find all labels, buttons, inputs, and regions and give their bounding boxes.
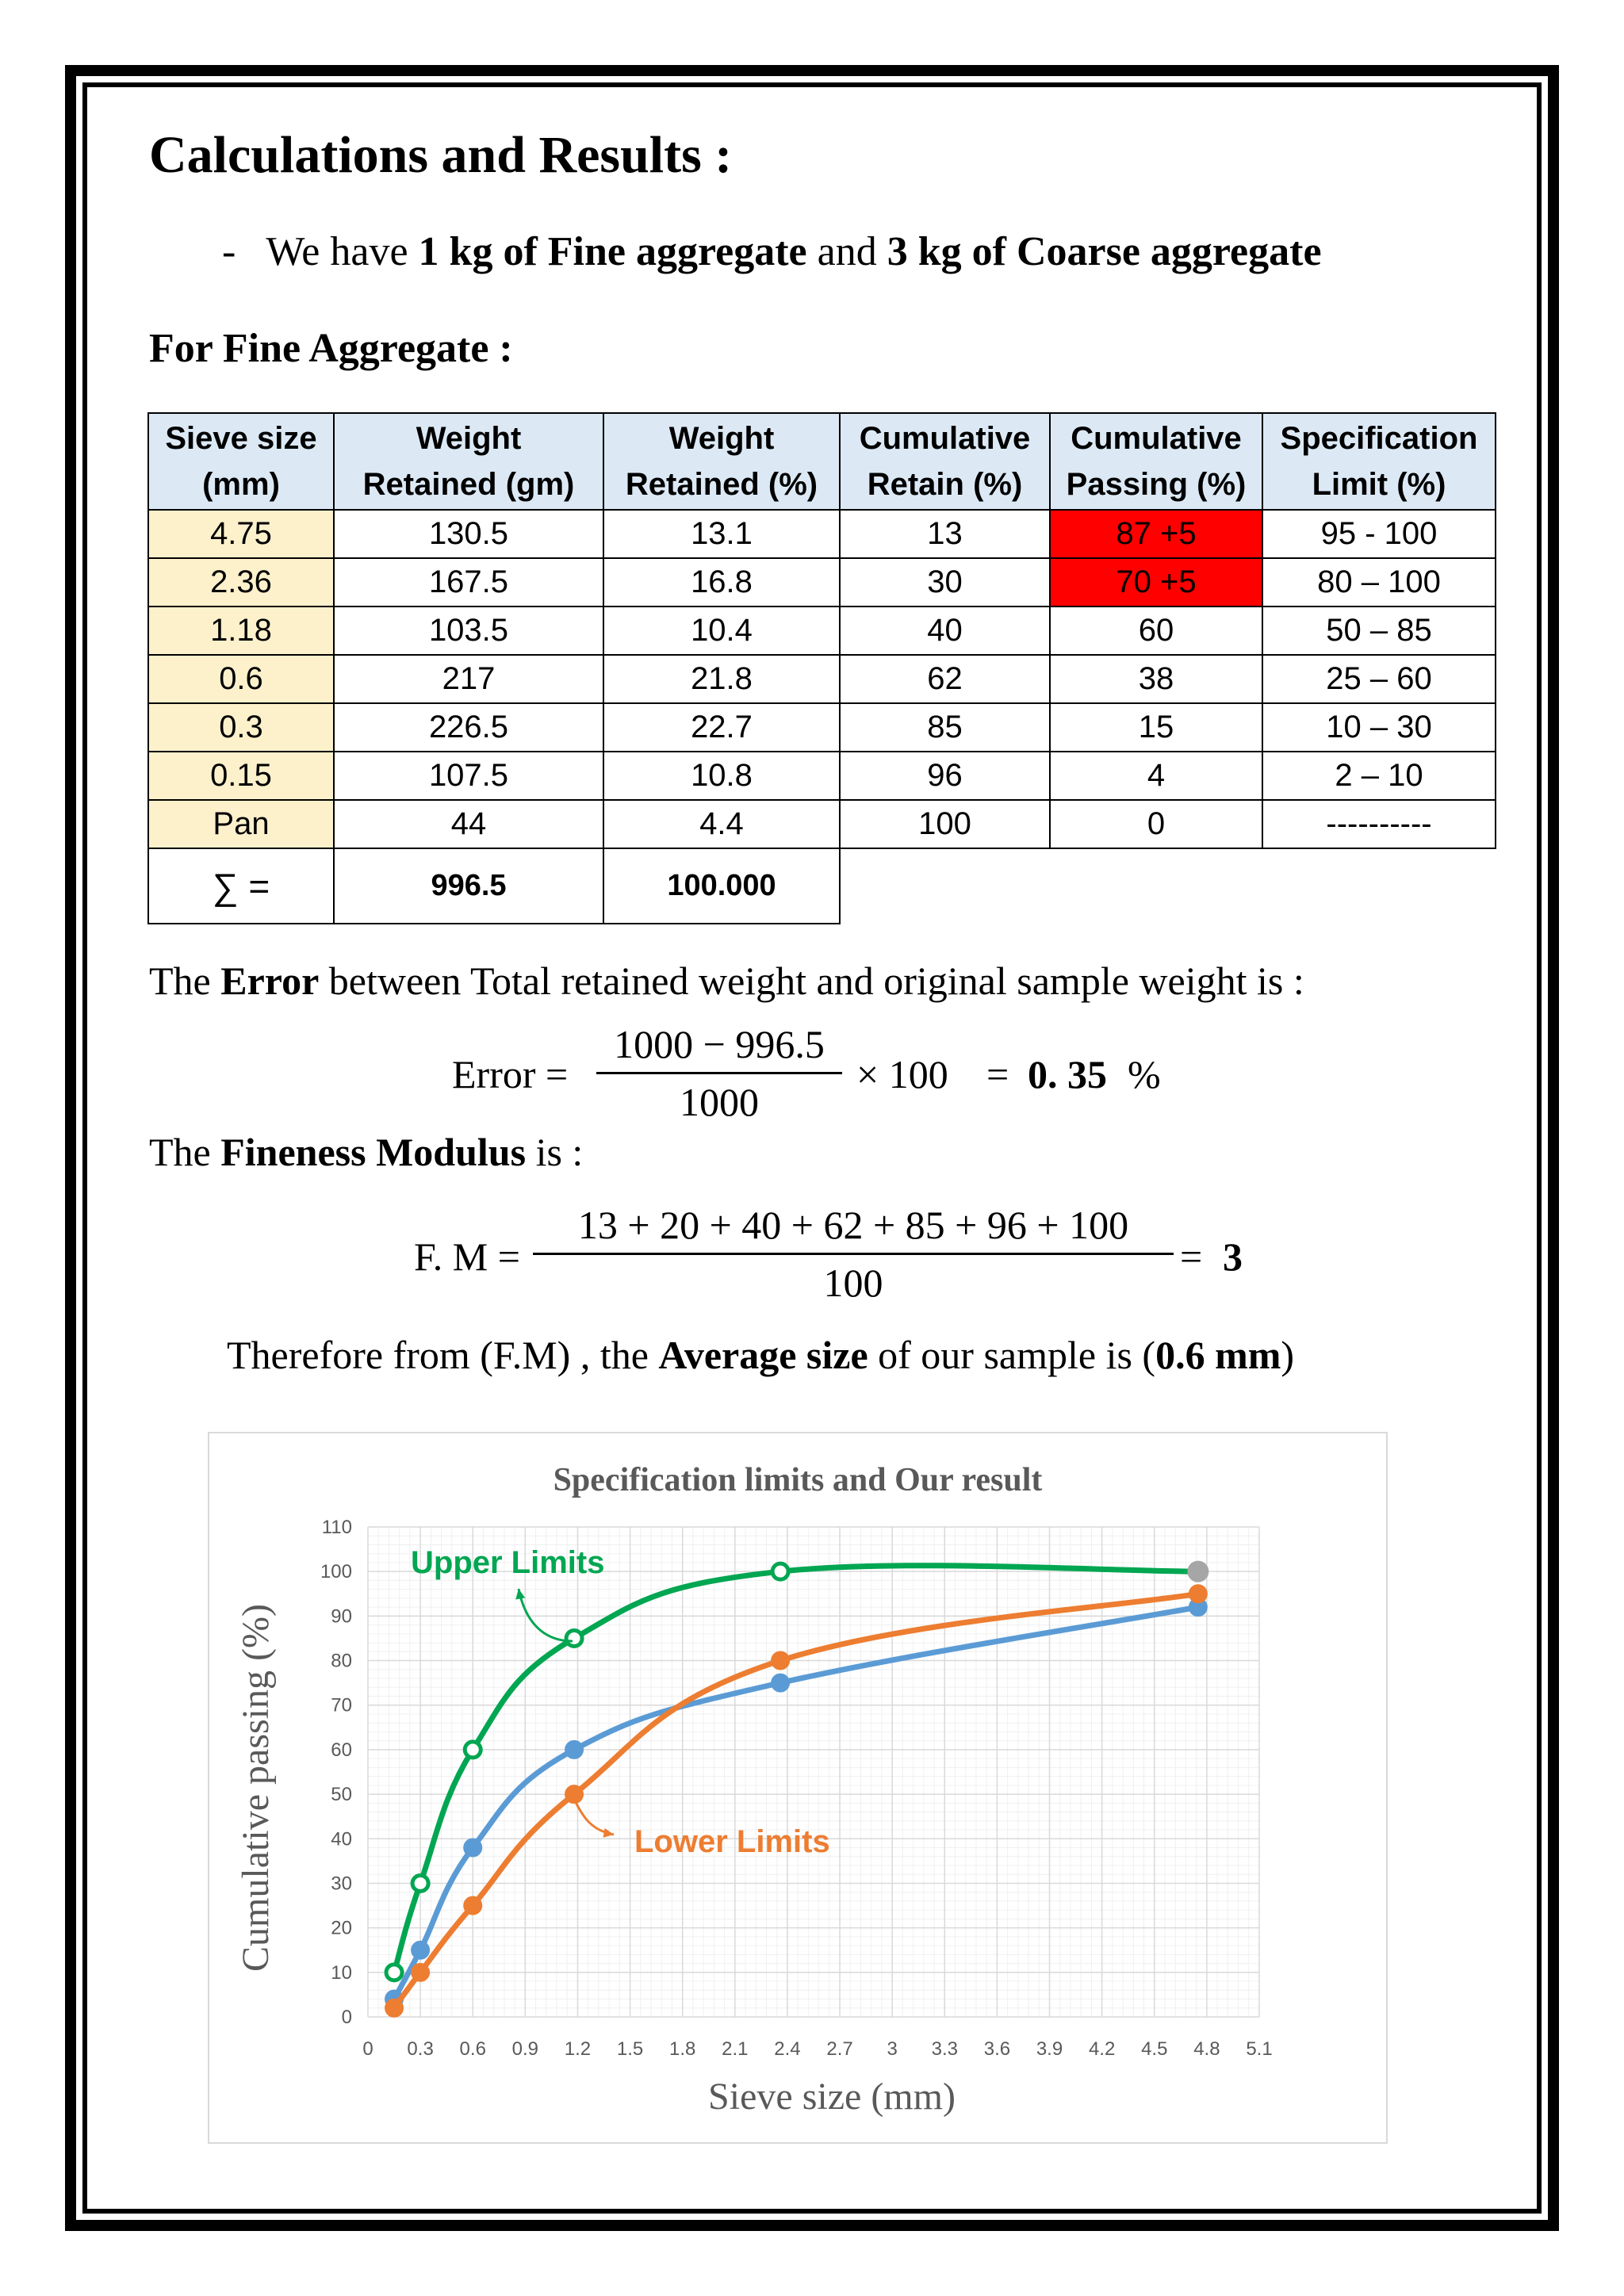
table-row [148,800,1496,848]
cell-weight-gm: 217 [334,655,603,703]
chart-series [385,1563,1207,2017]
table-row [148,607,1496,655]
y-tick-label: 10 [331,1961,352,1984]
x-tick-label: 4.2 [1088,2038,1116,2060]
x-tick-label: 3 [887,2038,898,2060]
y-tick-label: 70 [331,1694,352,1716]
x-tick-label: 3.3 [931,2038,958,2060]
chart-title: Specification limits and Our result [553,1462,1043,1498]
cell-sieve-size: 0.6 [148,655,334,703]
cell-weight-pct: 16.8 [603,558,840,607]
y-tick-label: 30 [331,1873,352,1895]
y-tick-label: 20 [331,1917,352,1939]
cell-spec-limit: 25 – 60 [1262,655,1496,703]
data-point [412,1875,428,1891]
fraction-bar [533,1253,1174,1255]
cell-cum-passing: 60 [1050,607,1262,655]
cell-cum-retain: 100 [840,800,1050,848]
x-tick-label: 0.9 [511,2038,539,2060]
cell-spec-limit: 50 – 85 [1262,607,1496,655]
data-point [566,1630,582,1646]
coarse-qty: 3 kg [887,229,962,274]
data-point [464,1839,481,1857]
cell-cum-retain: 40 [840,607,1050,655]
x-tick-label: 0.6 [459,2038,486,2060]
cell-cum-retain: 30 [840,558,1050,607]
fm-fraction [533,1202,1174,1306]
data-point [1189,1585,1207,1602]
cell-weight-gm: 103.5 [334,607,603,655]
data-point [464,1897,481,1915]
header-sieve-size: Sieve size (mm) [148,413,334,510]
cell-cum-passing: 87 +5 [1050,510,1262,558]
fine-label: of Fine aggregate [503,229,807,274]
cell-sieve-size: 4.75 [148,510,334,558]
fm-result: 3 [1223,1234,1243,1279]
error-result: 0. 35 [1028,1052,1107,1096]
y-tick-label: 80 [331,1650,352,1672]
y-tick-label: 100 [320,1561,352,1583]
x-tick-label: 2.4 [774,2038,801,2060]
empty-cell [1262,848,1496,924]
sieve-chart [208,1432,1388,2144]
page-title: Calculations and Results : [149,126,733,184]
table-row [148,510,1496,558]
error-fraction [596,1021,842,1125]
error-denominator: 1000 [680,1080,759,1124]
data-point [772,1652,789,1670]
error-unit: % [1128,1052,1161,1096]
data-point [772,1563,788,1579]
data-point [386,1965,402,1980]
error-intro-text: The Error between Total retained weight and original sample weight is : [149,959,1304,1003]
data-point [385,1999,403,2017]
cell-weight-pct: 21.8 [603,655,840,703]
data-point [465,1742,481,1758]
data-point [565,1741,583,1758]
intro-text: We have [266,229,408,274]
sum-weight: 996.5 [334,848,603,924]
cell-cum-passing: 4 [1050,752,1262,800]
intro-line [222,228,1322,275]
cell-weight-gm: 44 [334,800,603,848]
fine-qty: 1 kg [418,229,493,274]
cell-cum-passing: 15 [1050,703,1262,752]
cell-cum-retain: 13 [840,510,1050,558]
chart-labels [235,1462,1042,2118]
empty-cell [840,848,1050,924]
bullet-dash: - [222,229,236,274]
header-cumulative-passing: Cumulative Passing (%) [1050,413,1262,510]
x-tick-label: 3.6 [983,2038,1011,2060]
x-tick-label: 1.2 [564,2038,592,2060]
header-weight-retained-gm: Weight Retained (gm) [334,413,603,510]
data-point [412,1942,429,1959]
x-tick-label: 1.8 [669,2038,696,2060]
fineness-intro-text: The Fineness Modulus is : [149,1130,584,1174]
cell-sieve-size: 0.15 [148,752,334,800]
x-tick-label: 1.5 [616,2038,644,2060]
upper-arrow-line [519,1589,573,1641]
header-weight-retained-pct: Weight Retained (%) [603,413,840,510]
sum-percent: 100.000 [603,848,840,924]
cell-sieve-size: 2.36 [148,558,334,607]
table-row [148,752,1496,800]
error-equals: = [986,1052,1009,1096]
y-tick-label: 90 [331,1605,352,1628]
cell-spec-limit: 95 - 100 [1262,510,1496,558]
cell-weight-gm: 167.5 [334,558,603,607]
cell-cum-passing: 70 +5 [1050,558,1262,607]
x-tick-label: 2.1 [722,2038,749,2060]
sum-label: ∑ = [148,848,334,924]
error-multiplier: × 100 [856,1052,948,1096]
cell-cum-passing: 38 [1050,655,1262,703]
fm-denominator: 100 [823,1261,883,1305]
cell-cum-passing: 0 [1050,800,1262,848]
empty-cell [1050,848,1262,924]
intro-and: and [817,229,877,274]
cell-cum-retain: 85 [840,703,1050,752]
table-row [148,655,1496,703]
fm-lhs: F. M = [414,1234,520,1279]
y-tick-label: 110 [321,1517,352,1538]
cell-spec-limit: 80 – 100 [1262,558,1496,607]
cell-sieve-size: Pan [148,800,334,848]
average-size-text: Therefore from (F.M) , the Average size of our sample is (0.6 mm) [227,1333,1295,1377]
fine-aggregate-heading: For Fine Aggregate : [149,326,513,371]
fm-equals: = [1180,1234,1203,1279]
y-tick-label: 0 [341,2007,352,2028]
cell-spec-limit: 2 – 10 [1262,752,1496,800]
cell-weight-pct: 10.4 [603,607,840,655]
x-tick-label: 0.3 [407,2038,434,2060]
table-header-row [148,413,1496,510]
header-cumulative-retain: Cumulative Retain (%) [840,413,1050,510]
table-sum-row [148,848,1496,924]
sieve-analysis-table [147,412,1496,924]
cell-weight-pct: 13.1 [603,510,840,558]
cell-sieve-size: 1.18 [148,607,334,655]
x-tick-label: 4.8 [1193,2038,1220,2060]
cell-weight-gm: 107.5 [334,752,603,800]
x-axis-label: Sieve size (mm) [708,2076,956,2118]
data-point [1189,1563,1207,1580]
y-tick-label: 40 [331,1828,352,1850]
data-point [412,1964,429,1981]
cell-weight-pct: 4.4 [603,800,840,848]
error-lhs: Error = [452,1052,569,1096]
coarse-label: of Coarse aggregate [971,229,1322,274]
fm-numerator: 13 + 20 + 40 + 62 + 85 + 96 + 100 [577,1203,1129,1247]
x-tick-label: 5.1 [1246,2038,1273,2060]
lower-limits-annotation: Lower Limits [634,1824,830,1859]
data-point [772,1674,789,1692]
upper-limits-annotation: Upper Limits [411,1545,605,1580]
fraction-bar [596,1072,842,1074]
x-tick-label: 2.7 [826,2038,853,2060]
cell-spec-limit: ---------- [1262,800,1496,848]
cell-weight-pct: 10.8 [603,752,840,800]
cell-weight-gm: 130.5 [334,510,603,558]
error-numerator: 1000 − 996.5 [614,1022,825,1066]
chart-svg [209,1433,1386,2142]
y-axis-label: Cumulative passing (%) [235,1604,277,1972]
y-tick-label: 60 [331,1739,352,1761]
header-specification-limit: Specification Limit (%) [1262,413,1496,510]
x-tick-label: 0 [362,2038,373,2060]
y-tick-label: 50 [331,1784,352,1806]
cell-cum-retain: 62 [840,655,1050,703]
cell-cum-retain: 96 [840,752,1050,800]
cell-spec-limit: 10 – 30 [1262,703,1496,752]
x-tick-label: 4.5 [1141,2038,1168,2060]
cell-weight-gm: 226.5 [334,703,603,752]
cell-weight-pct: 22.7 [603,703,840,752]
upper-arrow-head [515,1589,525,1599]
cell-sieve-size: 0.3 [148,703,334,752]
table-row [148,703,1496,752]
x-tick-label: 3.9 [1036,2038,1063,2060]
table-row [148,558,1496,607]
